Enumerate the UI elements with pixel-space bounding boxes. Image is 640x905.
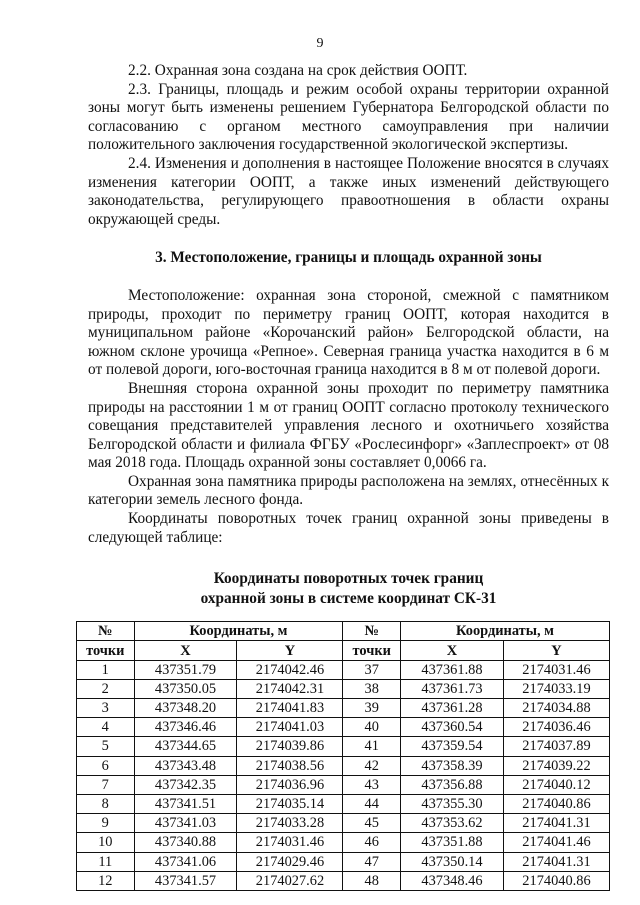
paragraph-2-4: 2.4. Изменения и дополнения в настоящее Положение вносятся в случаях изменения категории ООПТ, а также иных изменений действующего законодательства, регулирующего правоотношения в области охраны окружающей среды. — [88, 154, 609, 228]
y-value-cell: 2174029.46 — [237, 852, 343, 871]
table-row — [77, 737, 610, 756]
point-number-cell: 42 — [343, 756, 401, 775]
x-value-cell: 437353.62 — [401, 814, 504, 833]
table-row — [77, 794, 610, 813]
x-value-cell: 437359.54 — [401, 737, 504, 756]
table-row — [77, 775, 610, 794]
x-value-cell: 437358.39 — [401, 756, 504, 775]
y-value-cell: 2174033.19 — [503, 679, 609, 698]
y-value-cell: 2174040.12 — [503, 775, 609, 794]
y-value-cell: 2174042.46 — [237, 660, 343, 679]
y-value-cell: 2174036.46 — [503, 718, 609, 737]
x-value-cell: 437348.20 — [134, 699, 237, 718]
x-value-cell: 437341.06 — [134, 852, 237, 871]
x-value-cell: 437344.65 — [134, 737, 237, 756]
x-value-cell: 437355.30 — [401, 794, 504, 813]
paragraph-2-3: 2.3. Границы, площадь и режим особой охраны территории охранной зоны могут быть изменены решением Губернатора Белгородской области по согласованию с органом местного самоуправления при наличии положительного заключения государственной экологической экспертизы. — [88, 80, 609, 154]
x-value-cell: 437351.88 — [401, 833, 504, 852]
coordinates-table — [76, 621, 610, 891]
paragraph-location: Местоположение: охранная зона стороной, смежной с памятником природы, проходит по периметру границ ООПТ, которая находится в муниципальном районе «Корочанский район» Белгородской области, на южном склоне урочища «Репное». Северная граница участка находится в 6 м от полевой дороги, юго-восточная граница находится в 8 м от полевой дороги. — [88, 286, 609, 379]
x-value-cell: 437343.48 — [134, 756, 237, 775]
point-number-cell: 40 — [343, 718, 401, 737]
paragraph-2-2: 2.2. Охранная зона создана на срок действия ООПТ. — [128, 62, 468, 79]
y-value-cell: 2174040.86 — [503, 794, 609, 813]
table-row — [77, 660, 610, 679]
section-title: 3. Местоположение, границы и площадь охранной зоны — [155, 249, 542, 267]
paragraph-table-intro: Координаты поворотных точек границ охранной зоны приведены в следующей таблице: — [88, 510, 609, 546]
y-value-cell: 2174040.86 — [503, 871, 609, 890]
point-number-cell: 45 — [343, 814, 401, 833]
point-number-cell: 9 — [77, 814, 135, 833]
point-number-cell: 10 — [77, 833, 135, 852]
table-row — [77, 833, 610, 852]
header-x-left: X — [134, 641, 237, 660]
header-point-right: точки — [343, 641, 401, 660]
table-header-row-1 — [77, 622, 610, 641]
paragraph-outer-boundary: Внешняя сторона охранной зоны проходит по периметру памятника природы на расстоянии 1 м от границ ООПТ согласно протоколу технического совещания представителей управления лесного и охотничьего хозяйства Белгородской области и филиала ФГБУ «Рослесинфорг» «Заплеспроект» от 08 мая 2018 года. Площадь охранной зоны составляет 0,0066 га. — [88, 379, 609, 472]
point-number-cell: 3 — [77, 699, 135, 718]
y-value-cell: 2174039.86 — [237, 737, 343, 756]
point-number-cell: 11 — [77, 852, 135, 871]
x-value-cell: 437360.54 — [401, 718, 504, 737]
x-value-cell: 437351.79 — [134, 660, 237, 679]
x-value-cell: 437340.88 — [134, 833, 237, 852]
y-value-cell: 2174027.62 — [237, 871, 343, 890]
table-row — [77, 756, 610, 775]
header-coords-right: Координаты, м — [401, 622, 610, 641]
point-number-cell: 2 — [77, 679, 135, 698]
table-row — [77, 718, 610, 737]
point-number-cell: 38 — [343, 679, 401, 698]
header-point-left: точки — [77, 641, 135, 660]
point-number-cell: 37 — [343, 660, 401, 679]
point-number-cell: 48 — [343, 871, 401, 890]
x-value-cell: 437350.14 — [401, 852, 504, 871]
table-row — [77, 852, 610, 871]
x-value-cell: 437346.46 — [134, 718, 237, 737]
point-number-cell: 44 — [343, 794, 401, 813]
x-value-cell: 437341.57 — [134, 871, 237, 890]
y-value-cell: 2174041.31 — [503, 814, 609, 833]
point-number-cell: 8 — [77, 794, 135, 813]
x-value-cell: 437356.88 — [401, 775, 504, 794]
y-value-cell: 2174031.46 — [237, 833, 343, 852]
y-value-cell: 2174039.22 — [503, 756, 609, 775]
y-value-cell: 2174041.46 — [503, 833, 609, 852]
point-number-cell: 39 — [343, 699, 401, 718]
table-row — [77, 814, 610, 833]
y-value-cell: 2174036.96 — [237, 775, 343, 794]
y-value-cell: 2174037.89 — [503, 737, 609, 756]
page-number: 9 — [316, 36, 324, 51]
x-value-cell: 437361.28 — [401, 699, 504, 718]
y-value-cell: 2174041.83 — [237, 699, 343, 718]
x-value-cell: 437350.05 — [134, 679, 237, 698]
y-value-cell: 2174041.31 — [503, 852, 609, 871]
y-value-cell: 2174038.56 — [237, 756, 343, 775]
y-value-cell: 2174033.28 — [237, 814, 343, 833]
y-value-cell: 2174035.14 — [237, 794, 343, 813]
y-value-cell: 2174034.88 — [503, 699, 609, 718]
point-number-cell: 7 — [77, 775, 135, 794]
header-y-right: Y — [503, 641, 609, 660]
header-no-left: № — [77, 622, 135, 641]
point-number-cell: 4 — [77, 718, 135, 737]
point-number-cell: 46 — [343, 833, 401, 852]
point-number-cell: 43 — [343, 775, 401, 794]
x-value-cell: 437361.73 — [401, 679, 504, 698]
table-row — [77, 679, 610, 698]
point-number-cell: 47 — [343, 852, 401, 871]
table-header-row-2 — [77, 641, 610, 660]
y-value-cell: 2174041.03 — [237, 718, 343, 737]
point-number-cell: 12 — [77, 871, 135, 890]
table-body — [77, 660, 610, 890]
x-value-cell: 437341.03 — [134, 814, 237, 833]
header-x-right: X — [401, 641, 504, 660]
table-row — [77, 871, 610, 890]
point-number-cell: 5 — [77, 737, 135, 756]
point-number-cell: 1 — [77, 660, 135, 679]
table-row — [77, 699, 610, 718]
y-value-cell: 2174031.46 — [503, 660, 609, 679]
header-no-right: № — [343, 622, 401, 641]
table-caption — [88, 569, 609, 608]
point-number-cell: 41 — [343, 737, 401, 756]
point-number-cell: 6 — [77, 756, 135, 775]
y-value-cell: 2174042.31 — [237, 679, 343, 698]
x-value-cell: 437342.35 — [134, 775, 237, 794]
header-y-left: Y — [237, 641, 343, 660]
header-coords-left: Координаты, м — [134, 622, 343, 641]
table-caption-line2: охранной зоны в системе координат СК-31 — [200, 589, 497, 607]
x-value-cell: 437361.88 — [401, 660, 504, 679]
x-value-cell: 437348.46 — [401, 871, 504, 890]
x-value-cell: 437341.51 — [134, 794, 237, 813]
document-body — [88, 62, 609, 891]
paragraph-land-category: Охранная зона памятника природы расположена на землях, отнесённых к категории земель лесного фонда. — [88, 472, 609, 509]
table-caption-line1: Координаты поворотных точек границ — [213, 570, 484, 588]
